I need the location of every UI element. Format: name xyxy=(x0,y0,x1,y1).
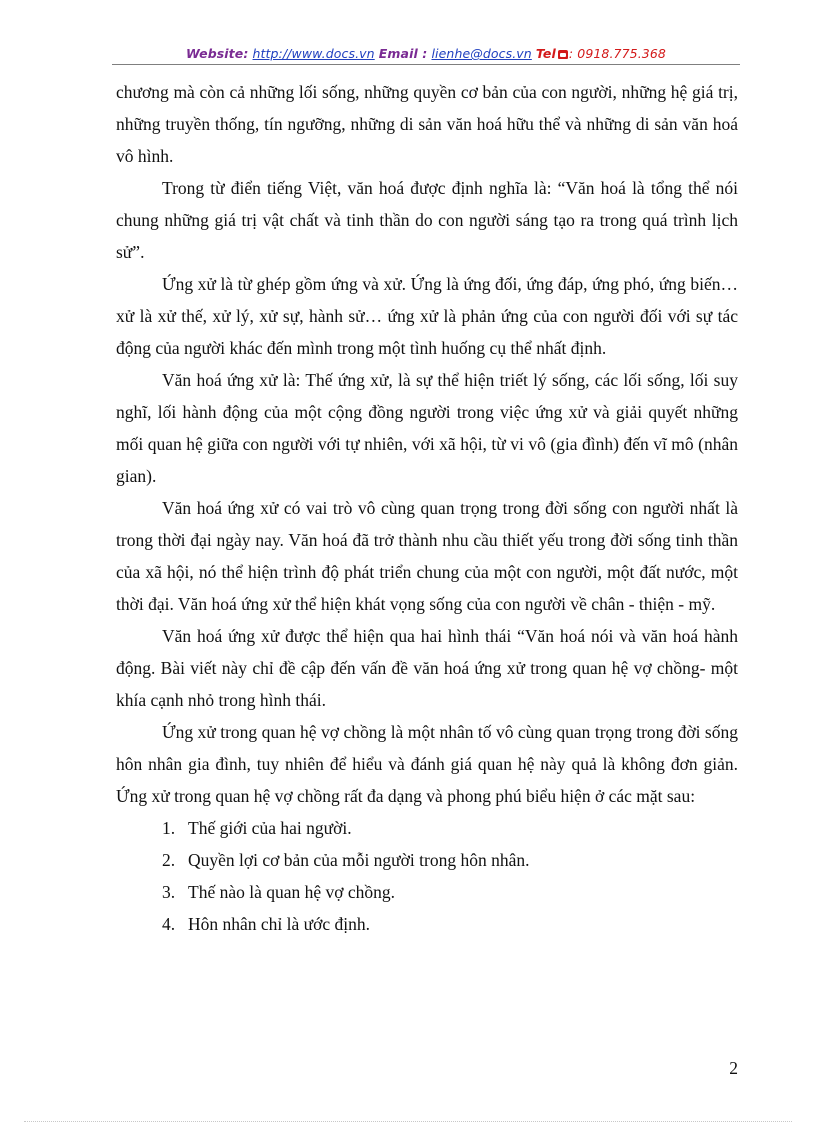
paragraph: Ứng xử là từ ghép gồm ứng và xử. Ứng là ứng đối, ứng đáp, ứng phó, ứng biến… xử là xử thế, xử lý, xử sự, hành sử… ứng xử là phản ứng của con người đối với sự tác động của người khác đến mình trong một tình huống cụ thể nhất định. xyxy=(116,274,738,358)
paragraph: Ứng xử trong quan hệ vợ chồng là một nhân tố vô cùng quan trọng trong đời sống hôn nhân gia đình, tuy nhiên để hiểu và đánh giá quan hệ này quả là không đơn giản. Ứng xử trong quan hệ vợ chồng rất đa dạng và phong phú biểu hiện ở các mặt sau: xyxy=(116,722,738,806)
paragraph: chương mà còn cả những lối sống, những quyền cơ bản của con người, những hệ giá trị, những truyền thống, tín ngưỡng, những di sản văn hoá hữu thể và những di sản văn hoá vô hình. xyxy=(116,82,738,166)
paragraph: Văn hoá ứng xử là: Thế ứng xử, là sự thể hiện triết lý sống, các lối sống, lối suy nghĩ, lối hành động của một cộng đồng người trong việc ứng xử và giải quyết những mối quan hệ giữa con người với tự nhiên, với xã hội, từ vi vô (gia đình) đến vĩ mô (nhân gian). xyxy=(116,370,738,486)
bottom-divider xyxy=(24,1121,792,1122)
website-link[interactable]: http://www.docs.vn xyxy=(252,46,375,61)
list-number: 2. xyxy=(162,850,176,870)
list-text: Thế nào là quan hệ vợ chồng. xyxy=(188,882,396,902)
page-header xyxy=(112,46,740,61)
tel-value: : 0918.775.368 xyxy=(568,46,666,61)
header-divider xyxy=(112,64,740,65)
list-text: Thế giới của hai người. xyxy=(188,818,352,838)
numbered-list xyxy=(116,812,738,940)
body-text xyxy=(116,76,738,940)
list-item xyxy=(116,812,738,844)
list-item xyxy=(116,844,738,876)
phone-icon xyxy=(558,50,568,59)
list-item xyxy=(116,908,738,940)
website-label: Website: xyxy=(186,46,249,61)
list-number: 4. xyxy=(162,914,176,934)
list-number: 1. xyxy=(162,818,176,838)
list-item xyxy=(116,876,738,908)
paragraph: Trong từ điển tiếng Việt, văn hoá được định nghĩa là: “Văn hoá là tổng thể nói chung những giá trị vật chất và tinh thần do con người sáng tạo ra trong quá trình lịch sử”. xyxy=(116,178,738,262)
list-text: Quyền lợi cơ bản của mỗi người trong hôn nhân. xyxy=(188,850,530,870)
email-label: Email : xyxy=(378,46,428,61)
paragraph: Văn hoá ứng xử được thể hiện qua hai hình thái “Văn hoá nói và văn hoá hành động. Bài viết này chỉ đề cập đến vấn đề văn hoá ứng xử trong quan hệ vợ chồng- một khía cạnh nhỏ trong hình thái. xyxy=(116,626,738,710)
tel-label: Tel xyxy=(535,46,556,61)
paragraph: Văn hoá ứng xử có vai trò vô cùng quan trọng trong đời sống con người nhất là trong thời đại ngày nay. Văn hoá đã trở thành nhu cầu thiết yếu trong đời sống tinh thần của xã hội, nó thể hiện trình độ phát triển chung của một con người, một đất nước, một thời đại. Văn hoá ứng xử thể hiện khát vọng sống của con người về chân - thiện - mỹ. xyxy=(116,498,738,614)
list-text: Hôn nhân chỉ là ước định. xyxy=(188,914,371,934)
page-number: 2 xyxy=(729,1058,738,1078)
email-link[interactable]: lienhe@docs.vn xyxy=(431,46,532,61)
list-number: 3. xyxy=(162,882,176,902)
